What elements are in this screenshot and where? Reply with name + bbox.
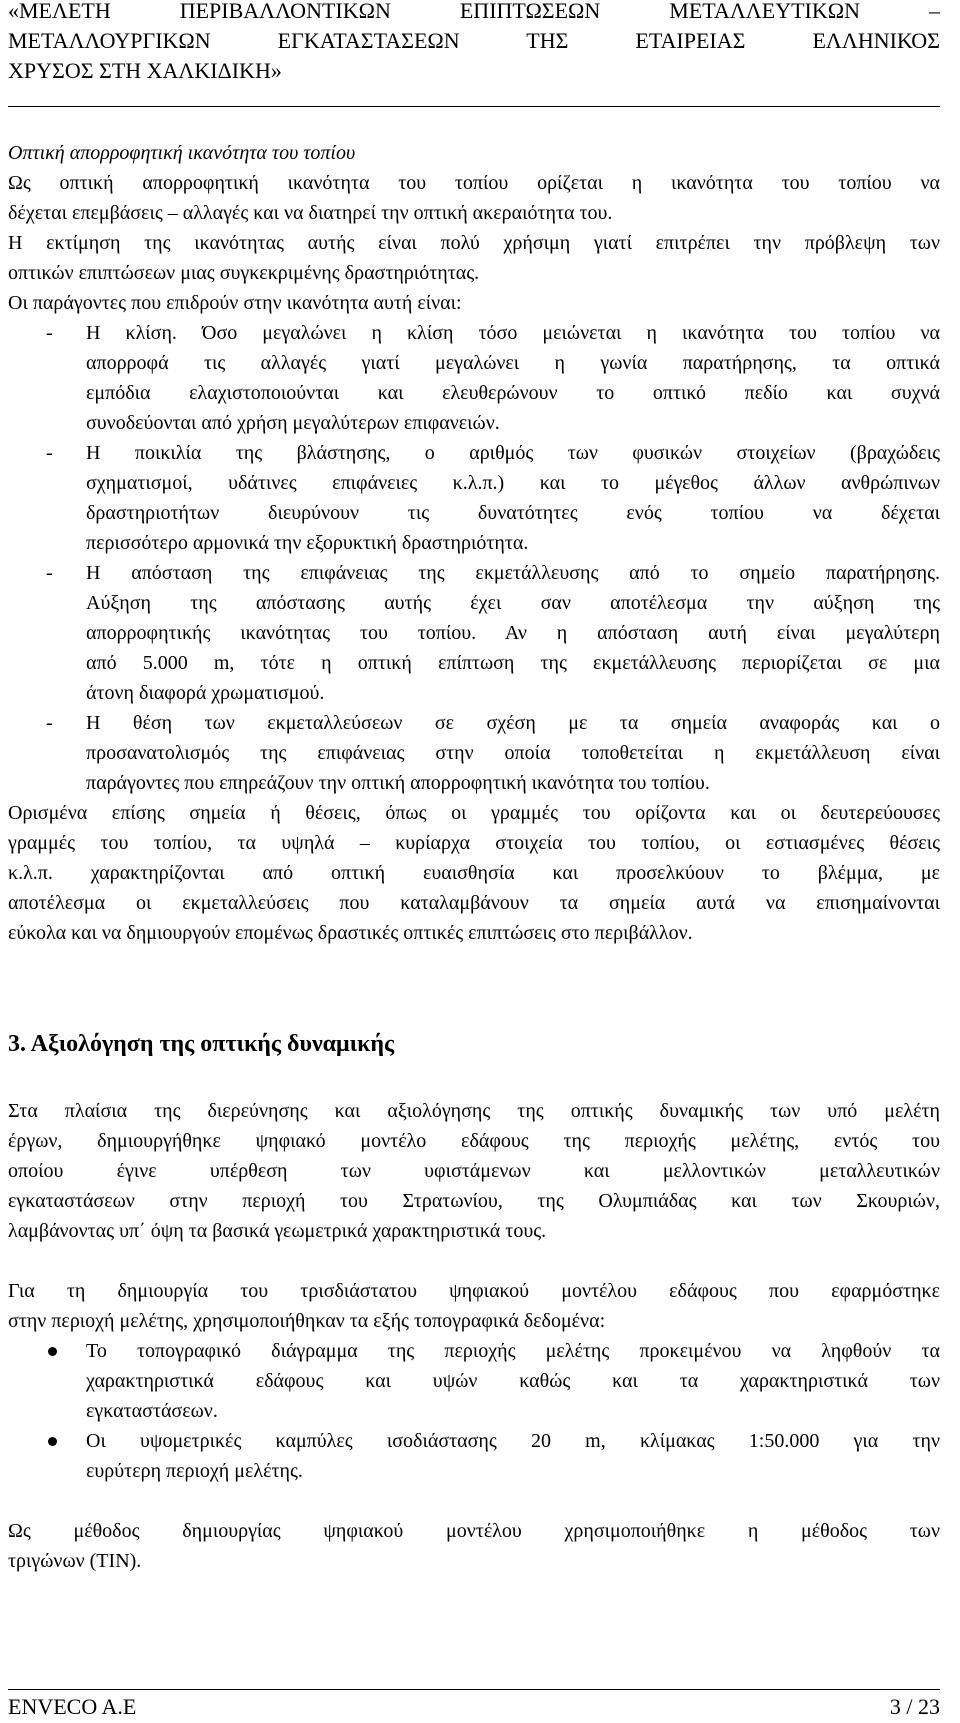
text-line: τριγώνων (TIN).	[8, 1550, 142, 1572]
text-line: Το τοπογραφικό διάγραμμα της περιοχής μελέτης προκειμένου να ληφθούν τα	[86, 1340, 940, 1362]
text-line: εύκολα και να δημιουργούν επομένως δραστικές οπτικές επιπτώσεις στο περιβάλλον.	[8, 922, 693, 944]
text-line: προσανατολισμός της επιφάνειας στην οποία τοποθετείται η εκμετάλλευση είναι	[86, 742, 940, 764]
text-line: απορροφητικής ικανότητας του τοπίου. Αν η απόσταση αυτή είναι μεγαλύτερη	[86, 622, 940, 644]
factors-intro: Οι παράγοντες που επιδρούν στην ικανότητα αυτή είναι:	[8, 292, 462, 314]
text-line: οποίου έγινε υπέρθεση των υφιστάμενων και μελλοντικών μεταλλευτικών	[8, 1160, 940, 1182]
text-line: Στα πλαίσια της διερεύνησης και αξιολόγησης της οπτικής δυναμικής των υπό μελέτη	[8, 1100, 940, 1122]
text-line: γραμμές του τοπίου, τα υψηλά – κυρίαρχα στοιχεία του τοπίου, οι εστιασμένες θέσεις	[8, 832, 940, 854]
text-line: Αύξηση της απόστασης αυτής έχει σαν αποτέλεσμα την αύξηση της	[86, 592, 940, 614]
text-line: Η θέση των εκμεταλλεύσεων σε σχέση με τα σημεία αναφοράς και ο	[86, 712, 940, 734]
text-line: Οι υψομετρικές καμπύλες ισοδιάστασης 20 m, κλίμακας 1:50.000 για την	[86, 1430, 940, 1452]
text-line: δέχεται επεμβάσεις – αλλαγές και να διατηρεί την οπτική ακεραιότητα του.	[8, 202, 613, 224]
text-line: Η ποικιλία της βλάστησης, ο αριθμός των φυσικών στοιχείων (βραχώδεις	[86, 442, 940, 464]
list-item	[8, 1426, 940, 1486]
text-line: απορροφά τις αλλαγές γιατί μεγαλώνει η γωνία παρατήρησης, τα οπτικά	[86, 352, 940, 374]
text-line: Ως μέθοδος δημιουργίας ψηφιακού μοντέλου χρησιμοποιήθηκε η μέθοδος των	[8, 1520, 940, 1542]
absorption-section	[8, 138, 940, 948]
header-line: ΜΕΤΑΛΛΟΥΡΓΙΚΩΝ ΕΓΚΑΤΑΣΤΑΣΕΩΝ ΤΗΣ ΕΤΑΙΡΕΙΑΣ ΕΛΛΗΝΙΚΟΣ	[8, 28, 940, 53]
text-line: οπτικών επιπτώσεων μιας συγκεκριμένης δραστηριότητας.	[8, 262, 480, 284]
text-line: χαρακτηριστικά εδάφους και υψών καθώς και τα χαρακτηριστικά των	[86, 1370, 940, 1392]
text-line: ευρύτερη περιοχή μελέτης.	[86, 1460, 303, 1482]
text-line: αποτέλεσμα οι εκμεταλλεύσεις που καταλαμβάνουν τα σημεία αυτά να επισημαίνονται	[8, 892, 940, 914]
document-header	[8, 0, 940, 86]
page-number: 3 / 23	[889, 1694, 940, 1719]
subsection-title: Οπτική απορροφητική ικανότητα του τοπίου	[8, 142, 356, 164]
text-line: περισσότερο αρμονικά την εξορυκτική δραστηριότητα.	[86, 532, 529, 554]
list-item	[8, 318, 940, 438]
text-line: δραστηριοτήτων διευρύνουν τις δυνατότητες ενός τοπίου να δέχεται	[86, 502, 940, 524]
bullet-icon	[48, 1347, 57, 1356]
text-line: Για τη δημιουργία του τρισδιάστατου ψηφιακού μοντέλου εδάφους που εφαρμόστηκε	[8, 1280, 940, 1302]
text-line: από 5.000 m, τότε η οπτική επίπτωση της εκμετάλλευσης περιορίζεται σε μια	[86, 652, 940, 674]
text-line: Ως οπτική απορροφητική ικανότητα του τοπίου ορίζεται η ικανότητα του τοπίου να	[8, 172, 940, 194]
footer-company: ENVECO A.E	[8, 1694, 137, 1719]
list-dash: -	[46, 442, 53, 464]
text-line: παράγοντες που επηρεάζουν την οπτική απορροφητική ικανότητα του τοπίου.	[86, 772, 710, 794]
text-line: άτονη διαφορά χρωματισμού.	[86, 682, 325, 704]
list-item	[8, 1336, 940, 1426]
text-line: στην περιοχή μελέτης, χρησιμοποιήθηκαν τα εξής τοπογραφικά δεδομένα:	[8, 1310, 606, 1332]
text-line: λαμβάνοντας υπ΄ όψη τα βασικά γεωμετρικά χαρακτηριστικά τους.	[8, 1220, 547, 1242]
footer-divider	[8, 1689, 940, 1690]
section-title: 3. Αξιολόγηση της οπτικής δυναμικής	[8, 1031, 395, 1057]
list-dash: -	[46, 562, 53, 584]
text-line: εγκαταστάσεων.	[86, 1400, 218, 1422]
text-line: Η απόσταση της επιφάνειας της εκμετάλλευσης από το σημείο παρατήρησης.	[86, 562, 940, 584]
text-line: Η κλίση. Όσο μεγαλώνει η κλίση τόσο μειώνεται η ικανότητα του τοπίου να	[86, 322, 940, 344]
header-divider	[8, 106, 940, 107]
text-line: Ορισμένα επίσης σημεία ή θέσεις, όπως οι γραμμές του ορίζοντα και οι δευτερεύουσες	[8, 802, 940, 824]
text-line: εμπόδια ελαχιστοποιούνται και ελευθερώνουν το οπτικό πεδίο και συχνά	[86, 382, 940, 404]
list-dash: -	[46, 322, 53, 344]
text-line: Η εκτίμηση της ικανότητας αυτής είναι πολύ χρήσιμη γιατί επιτρέπει την πρόβλεψη των	[8, 232, 940, 254]
list-item	[8, 708, 940, 798]
list-item	[8, 558, 940, 708]
list-item	[8, 438, 940, 558]
text-line: σχηματισμοί, υδάτινες επιφάνειες κ.λ.π.) και το μέγεθος άλλων ανθρώπινων	[86, 472, 940, 494]
text-line: συνοδεύονται από χρήση μεγαλύτερων επιφανειών.	[86, 412, 500, 434]
text-line: εγκαταστάσεων στην περιοχή του Στρατωνίου, της Ολυμπιάδας και των Σκουριών,	[8, 1190, 940, 1212]
section-3-body	[8, 1096, 940, 1576]
text-line: κ.λ.π. χαρακτηρίζονται από οπτική ευαισθησία και προσελκύουν το βλέμμα, με	[8, 862, 940, 884]
text-line: έργων, δημιουργήθηκε ψηφιακό μοντέλο εδάφους της περιοχής μελέτης, εντός του	[8, 1130, 940, 1152]
header-line: ΧΡΥΣΟΣ ΣΤΗ ΧΑΛΚΙΔΙΚΗ»	[8, 58, 282, 83]
bullet-icon	[48, 1437, 57, 1446]
list-dash: -	[46, 712, 53, 734]
header-line: «ΜΕΛΕΤΗ ΠΕΡΙΒΑΛΛΟΝΤΙΚΩΝ ΕΠΙΠΤΩΣΕΩΝ ΜΕΤΑΛΛΕΥΤΙΚΩΝ –	[8, 0, 940, 23]
section-3	[8, 1027, 940, 1061]
